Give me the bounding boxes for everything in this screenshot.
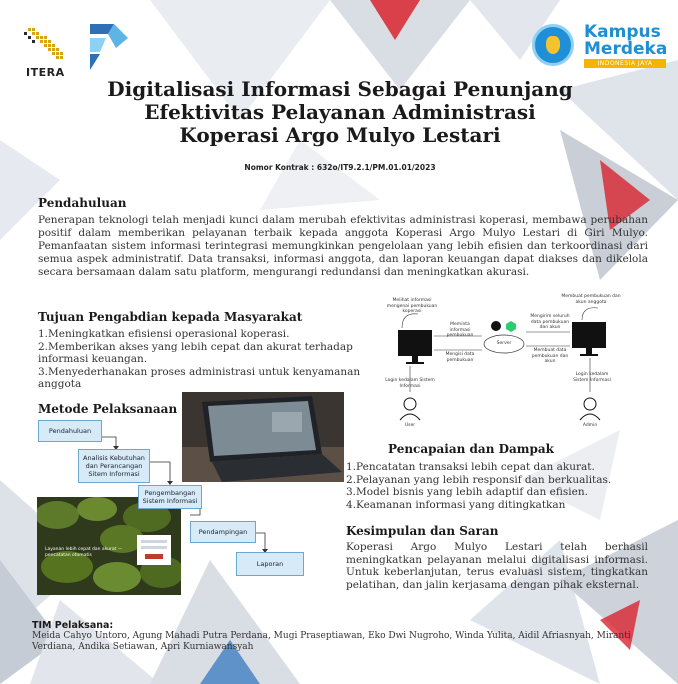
itera-logo-text: ITERA (26, 66, 65, 79)
system-architecture-diagram (372, 292, 632, 432)
contract-number: Nomor Kontrak : 632o/IT9.2.1/PM.01.01/2023 (244, 163, 436, 172)
program-logo-icon (84, 20, 132, 72)
itera-map-icon (18, 22, 80, 66)
km-logo-line1: Kampus (584, 22, 661, 42)
pencapaian-heading: Pencapaian dan Dampak (388, 442, 554, 456)
kampus-merdeka-logo (532, 22, 672, 72)
tujuan-item: 2.Memberikan akses yang lebih cepat dan akurat terhadap informasi keuangan. (38, 340, 353, 365)
tujuan-item: 3.Menyederhanakan proses administrasi untuk kenyamanan anggota (38, 365, 361, 390)
tujuan-list (38, 328, 368, 391)
tujuan-heading: Tujuan Pengabdian kepada Masyarakat (38, 310, 303, 324)
diagram-label-right-bottom: Login kedalam Sistem Informasi (573, 372, 611, 383)
diagram-label-right-top: Membuat pembukuan dan akun anggota (561, 294, 621, 305)
tujuan-item: 1.Meningkatkan efisiensi operasional koperasi. (38, 328, 290, 340)
pencapaian-list (346, 461, 656, 511)
avocado-background (37, 497, 181, 595)
flow-step-pendampingan: Pendampingan (190, 521, 256, 543)
pendahuluan-heading: Pendahuluan (38, 196, 127, 210)
diagram-label-left-bottom: Login kedalam Sistem Informasi (385, 378, 435, 389)
system-screenshot-caption: Layanan lebih cepat dan akurat — pencatatan otomatis (45, 547, 123, 558)
title-line2: Efektivitas Pelayanan Administrasi (144, 100, 536, 124)
title-line3: Koperasi Argo Mulyo Lestari (179, 123, 501, 147)
diagram-label-right-mid1: Mengirim seluruh data pembukuan dan akun (530, 314, 570, 330)
metode-heading: Metode Pelaksanaan (38, 402, 178, 416)
pencapaian-item: 2.Pelayanan yang lebih responsif dan berkualitas. (346, 473, 612, 486)
pendahuluan-text: Penerapan teknologi telah menjadi kunci dalam merubah efektivitas administrasi koperasi, membawa perubahan positif dalam memberikan pelayanan terbaik kepada anggota Koperasi Argo Mulyo Lestari di Giri Mulyo. Pemanfaatan sistem informasi terintegrasi memungkinkan pengelolaan yang lebih efisien dan terkoordinasi dari semua aspek administratif. Data transaksi, informasi anggota, dan laporan keuangan dapat diakses dan dikelola secara bersamaan dalam satu platform, mengurangi redundansi dan meningkatkan akurasi. (38, 214, 648, 278)
pencapaian-item: 1.Pencatatan transaksi lebih cepat dan akurat. (346, 461, 595, 473)
tut-wuri-seal-icon (532, 24, 574, 66)
diagram-label-right-mid2: Membuat data pembukuan dan akun (531, 348, 569, 364)
diagram-label-left-top: Melihat informasi mengenai pembukuan koperasi (386, 298, 438, 314)
flow-step-pendahuluan: Pendahuluan (38, 420, 102, 442)
system-screenshot-photo (37, 497, 181, 595)
tim-heading: TIM Pelaksana: (32, 620, 114, 631)
itera-logo (18, 22, 80, 82)
title-line1: Digitalisasi Informasi Sebagai Penunjang (107, 77, 573, 101)
diagram-label-server: Server (496, 341, 512, 346)
pencapaian-item: 4.Keamanan informasi yang ditingkatkan (346, 498, 566, 511)
flow-step-laporan: Laporan (236, 552, 304, 576)
diagram-label-admin: Admin (582, 423, 598, 428)
pencapaian-item: 3.Model bisnis yang lebih adaptif dan efisien. (346, 486, 588, 498)
diagram-label-mid-top: Meminta informasi pembukuan (446, 322, 474, 338)
diagram-label-mid-bottom: Mengisi data pembukuan (445, 352, 475, 363)
flow-step-analisis: Analisis Kebutuhan dan Perancangan Sitem Informasi (78, 449, 150, 483)
kesimpulan-text: Koperasi Argo Mulyo Lestari telah berhasil meningkatkan pelayanan melalui digitalisasi informasi. Untuk keberlanjutan, terus evaluasi sistem, tingkatkan pelatihan, dan jalin kerjasama dengan pihak eksternal. (346, 541, 648, 591)
diagram-label-user: User (404, 423, 416, 428)
flow-step-pengembangan: Pengembangan Sistem Informasi (138, 485, 202, 509)
km-logo-line2: Merdeka (584, 39, 668, 59)
kesimpulan-heading: Kesimpulan dan Saran (346, 524, 499, 538)
tim-names: Meida Cahyo Untoro, Agung Mahadi Putra Perdana, Mugi Praseptiawan, Eko Dwi Nugroho, Winda Yulita, Aidil Afriasnyah, Miranti Verdiana, Andika Setiawan, Apri Kurniawansyah (32, 631, 631, 652)
poster-title (60, 78, 620, 147)
km-logo-tag: INDONESIA JAYA (584, 59, 666, 68)
